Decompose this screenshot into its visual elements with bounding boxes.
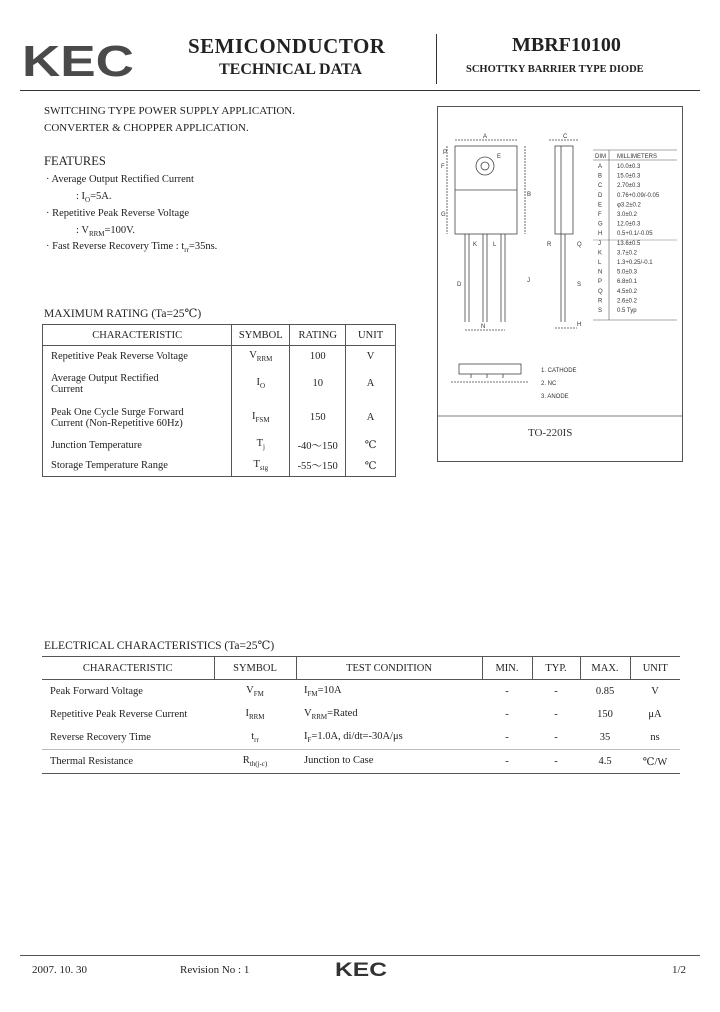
dim-letter: J xyxy=(598,240,601,247)
dim-label: Q xyxy=(577,242,582,248)
cell-rating: 100 xyxy=(290,346,346,367)
table-row xyxy=(43,401,396,435)
dim-value: 13.6±0.5 xyxy=(617,240,641,247)
table-row xyxy=(43,346,396,367)
cell-unit: A xyxy=(346,401,396,435)
dim-letter: H xyxy=(598,231,603,238)
kec-logo-text: KEC xyxy=(22,40,134,80)
dim-letter: N xyxy=(598,269,603,276)
dim-label: E xyxy=(497,154,502,160)
dim-label: B xyxy=(527,192,532,198)
cell-symbol: $I_{RRM}$ xyxy=(245,707,265,722)
cell-typ: - xyxy=(554,732,558,743)
dim-letter: G xyxy=(598,221,603,228)
dim-value: 6.8±0.1 xyxy=(617,279,637,286)
footer-revision: Revision No : 1 xyxy=(180,964,250,976)
dim-value: 2.70±0.3 xyxy=(617,183,641,190)
feature-value: : $V_{RRM}=100V$. xyxy=(76,225,136,239)
dim-value: 1.3+0.25/-0.1 xyxy=(617,260,653,266)
dim-letter: A xyxy=(598,164,603,170)
cell-symbol: $I_{FSM}$ xyxy=(232,401,290,435)
max-rating-title: MAXIMUM RATING (Ta=25℃) xyxy=(44,308,202,320)
cell-typ: - xyxy=(554,709,558,720)
cell-characteristic: Peak Forward Voltage xyxy=(50,686,143,697)
dim-letter: K xyxy=(598,250,603,257)
electrical-title: ELECTRICAL CHARACTERISTICS (Ta=25℃) xyxy=(44,640,275,652)
footer-rule xyxy=(20,955,700,956)
cell-unit: V xyxy=(346,346,396,367)
col-typ: TYP. xyxy=(532,657,580,680)
cell-unit: ℃ xyxy=(346,435,396,456)
table-row xyxy=(42,680,680,704)
footer-kec-logo xyxy=(335,960,387,978)
table-row xyxy=(43,435,396,456)
dim-letter: B xyxy=(598,173,603,180)
dim-letter: D xyxy=(598,192,603,199)
footer-date: 2007. 10. 30 xyxy=(32,964,87,976)
dim-label: L xyxy=(493,242,497,248)
dim-value: 15.0±0.3 xyxy=(617,173,641,180)
table-row xyxy=(43,456,396,477)
package-name: TO-220IS xyxy=(528,427,573,439)
dim-label: C xyxy=(563,134,568,140)
dim-value: φ3.2±0.2 xyxy=(617,202,641,209)
application-line: CONVERTER & CHOPPER APPLICATION. xyxy=(44,122,249,134)
cell-test: $V_{RRM}=Rated$ xyxy=(304,707,358,722)
dim-letter: P xyxy=(598,279,603,286)
cell-max: 0.85 xyxy=(595,686,615,697)
col-max: MAX. xyxy=(580,657,630,680)
cell-rating: -55～150 xyxy=(290,456,346,477)
cell-characteristic: Repetitive Peak Reverse Current xyxy=(50,709,188,720)
dim-label: P xyxy=(443,150,448,156)
dim-letter: C xyxy=(598,183,603,190)
pin-label: 1. CATHODE xyxy=(541,368,577,374)
feature-item: · Average Output Rectified Current xyxy=(46,174,194,185)
dim-label: N xyxy=(481,324,486,330)
dim-letter: L xyxy=(598,260,602,266)
dim-letter: Q xyxy=(598,288,603,295)
application-line: SWITCHING TYPE POWER SUPPLY APPLICATION. xyxy=(44,105,296,117)
col-rating: RATING xyxy=(290,325,346,346)
header-subtitle: TECHNICAL DATA xyxy=(219,61,362,78)
header-divider xyxy=(436,34,437,84)
cell-unit: ℃ xyxy=(346,456,396,477)
cell-characteristic: Reverse Recovery Time xyxy=(50,732,151,743)
cell-symbol: $V_{FM}$ xyxy=(246,684,264,699)
package-drawing xyxy=(437,106,683,462)
side-view xyxy=(549,140,582,328)
dim-label: G xyxy=(441,212,446,218)
cell-symbol: $V_{RRM}$ xyxy=(232,346,290,367)
cell-characteristic: Storage Temperature Range xyxy=(51,460,168,472)
dimension-table xyxy=(593,150,677,320)
cell-unit: ℃/W xyxy=(630,750,680,774)
cell-rating: 150 xyxy=(290,401,346,435)
dim-value: 4.5±0.2 xyxy=(617,288,637,295)
dim-letter: F xyxy=(598,212,602,218)
kec-logo xyxy=(22,40,134,80)
cell-min: - xyxy=(505,686,509,697)
features-title: FEATURES xyxy=(44,154,106,168)
cell-symbol: $R_{th(j-c)}$ xyxy=(214,750,296,774)
dim-label: A xyxy=(483,134,488,140)
col-test-condition: TEST CONDITION xyxy=(296,657,482,680)
cell-unit: V xyxy=(651,686,659,697)
table-row xyxy=(42,703,680,726)
dim-value: 0.5+0.1/-0.05 xyxy=(617,231,653,238)
dim-value: 0.5 Typ xyxy=(617,308,637,314)
dim-letter: R xyxy=(598,298,603,305)
cell-max: 35 xyxy=(599,732,611,743)
cell-characteristic: Peak One Cycle Surge Forward Current (Non-Repetitive 60Hz) xyxy=(51,406,184,429)
dim-label: K xyxy=(473,242,478,248)
cell-characteristic: Average Output Rectified Current xyxy=(51,372,159,395)
dim-label: H xyxy=(577,322,582,328)
cell-unit: μA xyxy=(648,709,662,720)
pin-view xyxy=(451,364,529,382)
pin-label: 2. NC xyxy=(541,381,557,387)
dim-label: J xyxy=(527,278,530,284)
part-number: MBRF10100 xyxy=(512,34,621,56)
col-unit: UNIT xyxy=(346,325,396,346)
cell-min: - xyxy=(482,750,532,774)
dim-label: S xyxy=(577,282,582,288)
dim-letter: S xyxy=(598,308,603,314)
dim-value: 0.76+0.09/-0.05 xyxy=(617,192,660,199)
cell-characteristic: Thermal Resistance xyxy=(42,750,214,774)
cell-max: 4.5 xyxy=(580,750,630,774)
header-rule xyxy=(20,90,700,91)
feature-item: · Fast Reverse Recovery Time : $t_{rr}=35ns$. xyxy=(46,241,218,255)
dim-label: R xyxy=(547,242,552,248)
dim-value: 12.0±0.3 xyxy=(617,221,641,228)
table-row xyxy=(42,726,680,750)
dim-label: F xyxy=(441,164,445,170)
max-rating-table xyxy=(42,324,396,477)
cell-min: - xyxy=(505,732,509,743)
table-header-row xyxy=(43,325,396,346)
pin-label: 3. ANODE xyxy=(541,394,569,400)
footer-logo-text: KEC xyxy=(335,960,387,978)
table-row xyxy=(42,750,680,774)
electrical-table xyxy=(42,656,680,774)
dim-value: 10.0±0.3 xyxy=(617,164,641,170)
cell-typ: - xyxy=(554,686,558,697)
col-characteristic: CHARACTERISTIC xyxy=(43,325,232,346)
cell-test: Junction to Case xyxy=(296,750,482,774)
mm-header: MILLIMETERS xyxy=(617,154,658,160)
cell-rating: -40～150 xyxy=(290,435,346,456)
cell-symbol: $t_{rr}$ xyxy=(251,730,259,745)
col-symbol: SYMBOL xyxy=(232,325,290,346)
cell-symbol: $T_{stg}$ xyxy=(232,456,290,477)
applications xyxy=(44,103,295,137)
col-symbol: SYMBOL xyxy=(214,657,296,680)
cell-typ: - xyxy=(532,750,580,774)
feature-value: : $I_O=5A$. xyxy=(76,191,112,205)
cell-symbol: $T_j$ xyxy=(232,435,290,456)
cell-rating: 10 xyxy=(290,367,346,401)
cell-unit: ns xyxy=(650,732,660,743)
header-title: SEMICONDUCTOR xyxy=(188,34,386,58)
part-type: SCHOTTKY BARRIER TYPE DIODE xyxy=(466,64,644,75)
feature-item: · Repetitive Peak Reverse Voltage xyxy=(46,208,190,219)
cell-symbol: $I_O$ xyxy=(232,367,290,401)
dim-value: 3.0±0.2 xyxy=(617,212,637,218)
dim-header: DIM xyxy=(595,154,606,160)
col-min: MIN. xyxy=(482,657,532,680)
table-row xyxy=(43,367,396,401)
col-characteristic: CHARACTERISTIC xyxy=(42,657,214,680)
table-header-row xyxy=(42,657,680,680)
cell-unit: A xyxy=(346,367,396,401)
cell-max: 150 xyxy=(597,709,613,720)
cell-test: $I_{FM}=10A$ xyxy=(304,684,342,699)
footer-page: 1/2 xyxy=(672,964,687,976)
front-view xyxy=(447,140,525,330)
dim-label: D xyxy=(457,282,462,288)
cell-min: - xyxy=(505,709,509,720)
dim-letter: E xyxy=(598,202,603,209)
dim-value: 3.7±0.2 xyxy=(617,250,637,257)
cell-characteristic: Junction Temperature xyxy=(51,439,142,451)
cell-characteristic: Repetitive Peak Reverse Voltage xyxy=(51,350,188,362)
col-unit: UNIT xyxy=(630,657,680,680)
cell-test: $I_F=1.0A$, di/dt=-30A/μs xyxy=(304,730,403,745)
dim-value: 2.6±0.2 xyxy=(617,298,637,305)
dim-value: 5.0±0.3 xyxy=(617,269,637,276)
